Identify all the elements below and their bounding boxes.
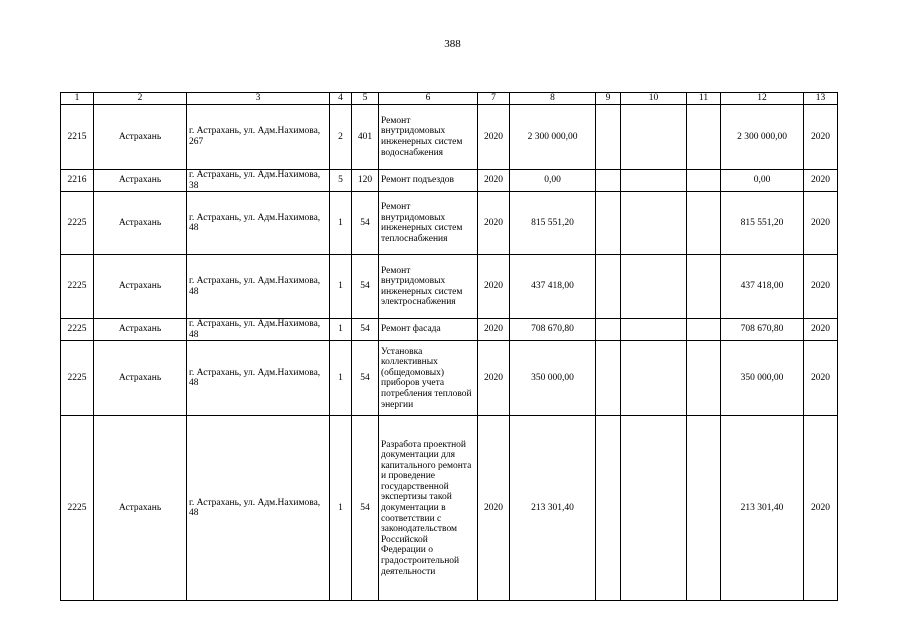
col-9 bbox=[596, 341, 621, 416]
total: 213 301,40 bbox=[721, 416, 804, 601]
end-year: 2020 bbox=[804, 170, 838, 192]
total: 2 300 000,00 bbox=[721, 105, 804, 170]
col-9 bbox=[596, 319, 621, 341]
total: 350 000,00 bbox=[721, 341, 804, 416]
cost: 708 670,80 bbox=[510, 319, 596, 341]
city: Астрахань bbox=[94, 192, 187, 255]
col-4: 5 bbox=[330, 170, 352, 192]
col-9 bbox=[596, 255, 621, 319]
col-5: 54 bbox=[352, 416, 379, 601]
page-number: 388 bbox=[444, 38, 461, 50]
cost: 2 300 000,00 bbox=[510, 105, 596, 170]
address: г. Астрахань, ул. Адм.Нахимова, 38 bbox=[187, 170, 330, 192]
col-10 bbox=[621, 192, 687, 255]
table-row bbox=[61, 255, 838, 319]
table-row bbox=[61, 192, 838, 255]
col-5: 120 bbox=[352, 170, 379, 192]
year: 2020 bbox=[478, 416, 510, 601]
work-type: Ремонт фасада bbox=[379, 319, 478, 341]
cost: 213 301,40 bbox=[510, 416, 596, 601]
address: г. Астрахань, ул. Адм.Нахимова, 48 bbox=[187, 341, 330, 416]
col-9 bbox=[596, 170, 621, 192]
column-header: 5 bbox=[352, 93, 379, 105]
col-5: 54 bbox=[352, 192, 379, 255]
col-11 bbox=[687, 319, 721, 341]
col-11 bbox=[687, 416, 721, 601]
works-table bbox=[60, 92, 838, 601]
city: Астрахань bbox=[94, 319, 187, 341]
column-header: 4 bbox=[330, 93, 352, 105]
total: 0,00 bbox=[721, 170, 804, 192]
city: Астрахань bbox=[94, 105, 187, 170]
year: 2020 bbox=[478, 192, 510, 255]
year: 2020 bbox=[478, 105, 510, 170]
house-id: 2225 bbox=[61, 192, 94, 255]
total: 437 418,00 bbox=[721, 255, 804, 319]
work-type: Ремонт внутридомовых инженерных систем электроснабжения bbox=[379, 255, 478, 319]
cost: 350 000,00 bbox=[510, 341, 596, 416]
col-10 bbox=[621, 170, 687, 192]
column-header: 6 bbox=[379, 93, 478, 105]
year: 2020 bbox=[478, 319, 510, 341]
address: г. Астрахань, ул. Адм.Нахимова, 48 bbox=[187, 416, 330, 601]
col-5: 54 bbox=[352, 319, 379, 341]
col-11 bbox=[687, 192, 721, 255]
address: г. Астрахань, ул. Адм.Нахимова, 48 bbox=[187, 255, 330, 319]
col-5: 54 bbox=[352, 255, 379, 319]
column-header: 3 bbox=[187, 93, 330, 105]
col-9 bbox=[596, 192, 621, 255]
cost: 815 551,20 bbox=[510, 192, 596, 255]
end-year: 2020 bbox=[804, 105, 838, 170]
col-4: 1 bbox=[330, 255, 352, 319]
house-id: 2225 bbox=[61, 341, 94, 416]
address: г. Астрахань, ул. Адм.Нахимова, 267 bbox=[187, 105, 330, 170]
col-4: 2 bbox=[330, 105, 352, 170]
end-year: 2020 bbox=[804, 319, 838, 341]
col-10 bbox=[621, 416, 687, 601]
col-10 bbox=[621, 255, 687, 319]
work-type: Разработа проектной документации для капитального ремонта и проведение государственной экспертизы такой документации в соответствии с законодательством Российской Федерации о градостроительной деятельности bbox=[379, 416, 478, 601]
city: Астрахань bbox=[94, 341, 187, 416]
end-year: 2020 bbox=[804, 255, 838, 319]
col-4: 1 bbox=[330, 319, 352, 341]
col-4: 1 bbox=[330, 416, 352, 601]
year: 2020 bbox=[478, 170, 510, 192]
col-10 bbox=[621, 341, 687, 416]
column-header: 10 bbox=[621, 93, 687, 105]
col-11 bbox=[687, 105, 721, 170]
work-type: Ремонт внутридомовых инженерных систем теплоснабжения bbox=[379, 192, 478, 255]
house-id: 2225 bbox=[61, 319, 94, 341]
end-year: 2020 bbox=[804, 341, 838, 416]
cost: 437 418,00 bbox=[510, 255, 596, 319]
column-header: 11 bbox=[687, 93, 721, 105]
city: Астрахань bbox=[94, 170, 187, 192]
table-row bbox=[61, 105, 838, 170]
column-header: 2 bbox=[94, 93, 187, 105]
col-4: 1 bbox=[330, 341, 352, 416]
header-row bbox=[61, 93, 838, 105]
address: г. Астрахань, ул. Адм.Нахимова, 48 bbox=[187, 192, 330, 255]
column-header: 8 bbox=[510, 93, 596, 105]
year: 2020 bbox=[478, 255, 510, 319]
total: 708 670,80 bbox=[721, 319, 804, 341]
work-type: Ремонт внутридомовых инженерных систем водоснабжения bbox=[379, 105, 478, 170]
address: г. Астрахань, ул. Адм.Нахимова, 48 bbox=[187, 319, 330, 341]
year: 2020 bbox=[478, 341, 510, 416]
column-header: 1 bbox=[61, 93, 94, 105]
column-header: 9 bbox=[596, 93, 621, 105]
col-10 bbox=[621, 105, 687, 170]
column-header: 7 bbox=[478, 93, 510, 105]
table-row bbox=[61, 416, 838, 601]
end-year: 2020 bbox=[804, 416, 838, 601]
work-type: Ремонт подъездов bbox=[379, 170, 478, 192]
city: Астрахань bbox=[94, 416, 187, 601]
col-11 bbox=[687, 341, 721, 416]
total: 815 551,20 bbox=[721, 192, 804, 255]
column-header: 13 bbox=[804, 93, 838, 105]
table-row bbox=[61, 341, 838, 416]
work-type: Установка коллективных (общедомовых) приборов учета потребления тепловой энергии bbox=[379, 341, 478, 416]
table-row bbox=[61, 319, 838, 341]
col-5: 54 bbox=[352, 341, 379, 416]
col-9 bbox=[596, 105, 621, 170]
col-9 bbox=[596, 416, 621, 601]
col-5: 401 bbox=[352, 105, 379, 170]
col-11 bbox=[687, 170, 721, 192]
house-id: 2216 bbox=[61, 170, 94, 192]
city: Астрахань bbox=[94, 255, 187, 319]
column-header: 12 bbox=[721, 93, 804, 105]
col-4: 1 bbox=[330, 192, 352, 255]
house-id: 2215 bbox=[61, 105, 94, 170]
house-id: 2225 bbox=[61, 416, 94, 601]
table-row bbox=[61, 170, 838, 192]
end-year: 2020 bbox=[804, 192, 838, 255]
cost: 0,00 bbox=[510, 170, 596, 192]
col-11 bbox=[687, 255, 721, 319]
house-id: 2225 bbox=[61, 255, 94, 319]
col-10 bbox=[621, 319, 687, 341]
